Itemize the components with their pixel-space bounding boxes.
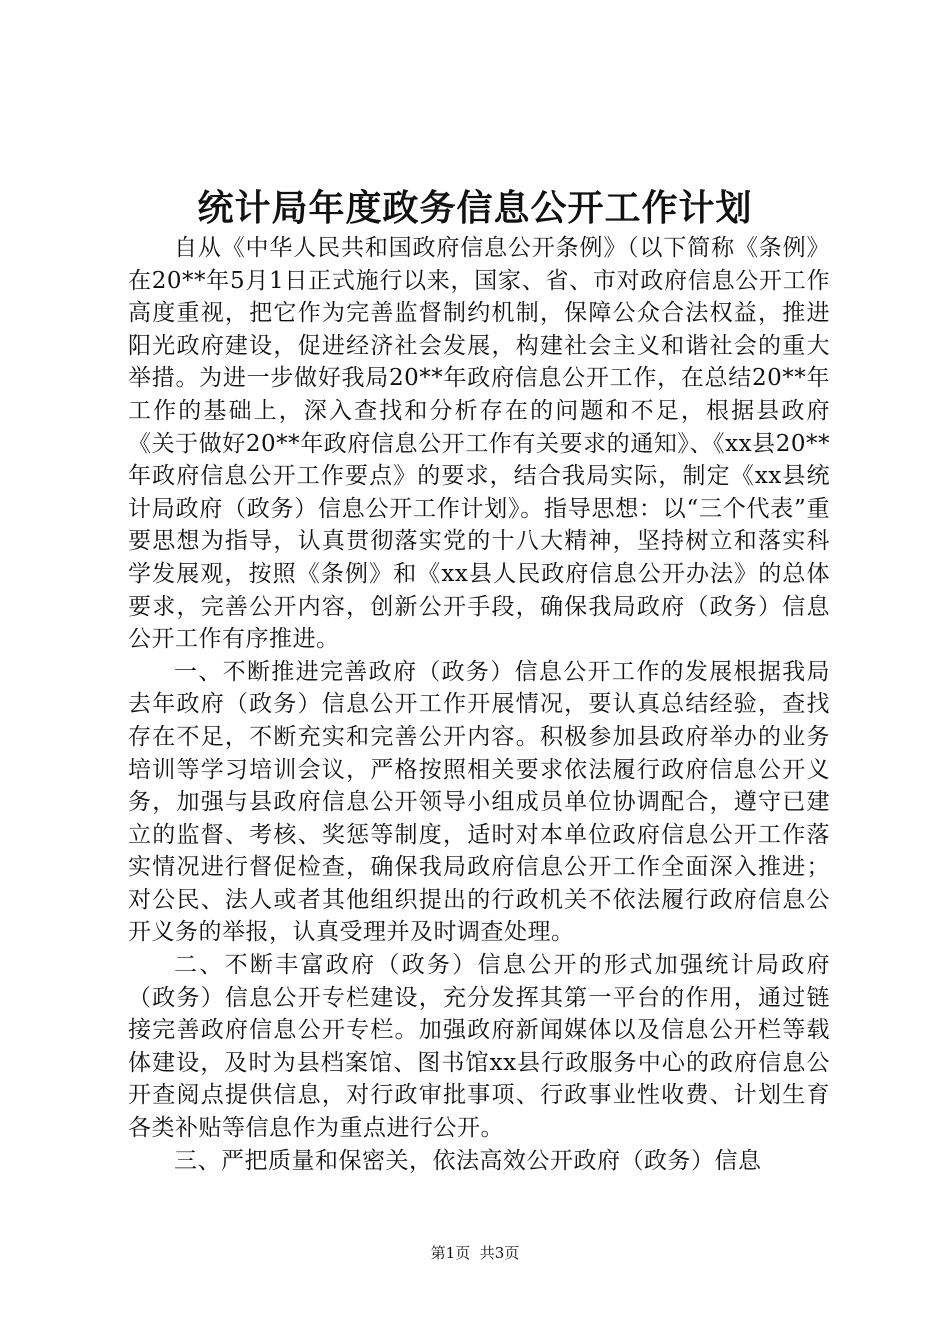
page-footer [0,1243,950,1263]
document-body [128,232,830,1177]
page-total: 共3页 [479,1244,520,1262]
page-number: 第1页 [430,1244,471,1262]
paragraph-section-3: 三、严把质量和保密关，依法高效公开政府（政务）信息 [174,1147,762,1174]
paragraph-section-1: 一、不断推进完善政府（政务）信息公开工作的发展根据我局去年政府（政务）信息公开工作开展情况，要认真总结经验，查找存在不足，不断充实和完善公开内容。积极参加县政府举办的业务培训等学习培训会议，严格按照相关要求依法履行政府信息公开义务，加强与县政府信息公开领导小组成员单位协调配合，遵守已建立的监督、考核、奖惩等制度，适时对本单位政府信息公开工作落实情况进行督促检查，确保我局政府信息公开工作全面深入推进；对公民、法人或者其他组织提出的行政机关不依法履行政府信息公开义务的举报，认真受理并及时调查处理。 [128,658,830,946]
paragraph-intro: 自从《中华人民共和国政府信息公开条例》（以下简称《条例》在20**年5月1日正式施行以来，国家、省、市对政府信息公开工作高度重视，把它作为完善监督制约机制，保障公众合法权益，推进阳光政府建设，促进经济社会发展，构建社会主义和谐社会的重大举措。为进一步做好我局20**年政府信息公开工作，在总结20**年工作的基础上，深入查找和分析存在的问题和不足，根据县政府《关于做好20**年政府信息公开工作有关要求的通知》、《xx县20**年政府信息公开工作要点》的要求，结合我局实际，制定《xx县统计局政府（政务）信息公开工作计划》。指导思想：以“三个代表”重要思想为指导，认真贯彻落实党的十八大精神，坚持树立和落实科学发展观，按照《条例》和《xx县人民政府信息公开办法》的总体要求，完善公开内容，创新公开手段，确保我局政府（政务）信息公开工作有序推进。 [128,235,830,653]
paragraph-section-2: 二、不断丰富政府（政务）信息公开的形式加强统计局政府（政务）信息公开专栏建设，充分发挥其第一平台的作用，通过链接完善政府信息公开专栏。加强政府新闻媒体以及信息公开栏等载体建设，及时为县档案馆、图书馆xx县行政服务中心的政府信息公开查阅点提供信息，对行政审批事项、行政事业性收费、计划生育各类补贴等信息作为重点进行公开。 [128,952,830,1142]
document-title: 统计局年度政务信息公开工作计划 [197,187,753,229]
